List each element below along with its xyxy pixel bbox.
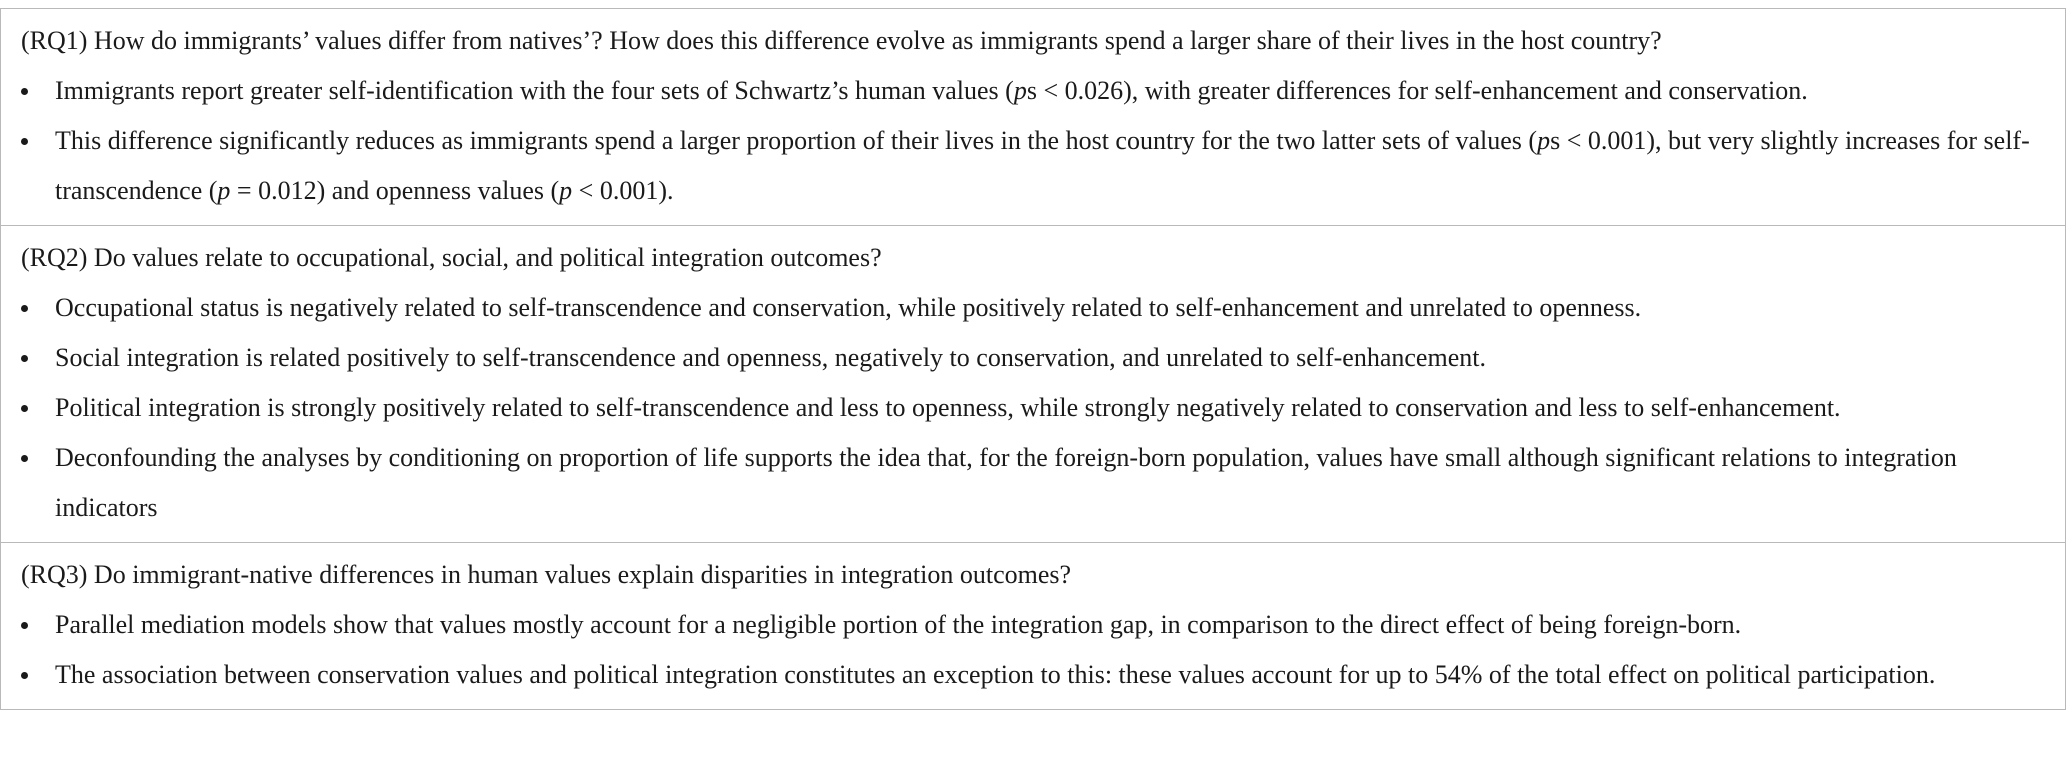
- rq2-bullet-1: [1, 283, 2065, 333]
- bullet-dot-icon: [21, 305, 28, 312]
- bullet-text: Immigrants report greater self-identification with the four sets of Schwartz’s human values (ps < 0.026), with greater differences for self-enhancement and conservation.: [55, 76, 1808, 105]
- rq3-section: [1, 542, 2065, 709]
- bullet-text: The association between conservation values and political integration constitutes an exception to this: these values account for up to 54% of the total effect on political participation.: [55, 660, 1936, 689]
- bullet-dot-icon: [21, 455, 28, 462]
- rq2-bullet-2: [1, 333, 2065, 383]
- rq3-bullet-2: [1, 650, 2065, 700]
- bullet-text: Political integration is strongly positively related to self-transcendence and less to openness, while strongly negatively related to conservation and less to self-enhancement.: [55, 393, 1841, 422]
- bullet-dot-icon: [21, 138, 28, 145]
- bullet-text: This difference significantly reduces as immigrants spend a larger proportion of their lives in the host country for the two latter sets of values (ps < 0.001), but very slightly increases for self-transcendence (p = 0.012) and openness values (p < 0.001).: [55, 126, 2030, 205]
- bullet-text: Parallel mediation models show that values mostly account for a negligible portion of the integration gap, in comparison to the direct effect of being foreign-born.: [55, 610, 1742, 639]
- rq3-bullet-list: [1, 600, 2065, 700]
- rq2-bullet-list: [1, 283, 2065, 533]
- rq1-bullet-1: [1, 66, 2065, 116]
- rq3-bullet-1: [1, 600, 2065, 650]
- rq3-question: (RQ3) Do immigrant-native differences in human values explain disparities in integration outcomes?: [21, 560, 1072, 589]
- bullet-text: Occupational status is negatively related to self-transcendence and conservation, while positively related to self-enhancement and unrelated to openness.: [55, 293, 1642, 322]
- bullet-dot-icon: [21, 355, 28, 362]
- rq2-section: [1, 225, 2065, 542]
- rq1-question: (RQ1) How do immigrants’ values differ from natives’? How does this difference evolve as immigrants spend a larger share of their lives in the host country?: [21, 26, 1662, 55]
- bullet-dot-icon: [21, 622, 28, 629]
- rq1-bullet-2: [1, 116, 2065, 216]
- bullet-text: Deconfounding the analyses by conditioning on proportion of life supports the idea that, for the foreign-born population, values have small although significant relations to integration indicators: [55, 443, 1957, 522]
- bullet-dot-icon: [21, 88, 28, 95]
- rq2-bullet-3: [1, 383, 2065, 433]
- rq2-question: (RQ2) Do values relate to occupational, social, and political integration outcomes?: [21, 243, 882, 272]
- rq1-section: [1, 9, 2065, 225]
- rq2-bullet-4: [1, 433, 2065, 533]
- bullet-dot-icon: [21, 672, 28, 679]
- rq1-bullet-list: [1, 66, 2065, 216]
- summary-table: [0, 8, 2066, 710]
- bullet-text: Social integration is related positively to self-transcendence and openness, negatively to conservation, and unrelated to self-enhancement.: [55, 343, 1486, 372]
- bullet-dot-icon: [21, 405, 28, 412]
